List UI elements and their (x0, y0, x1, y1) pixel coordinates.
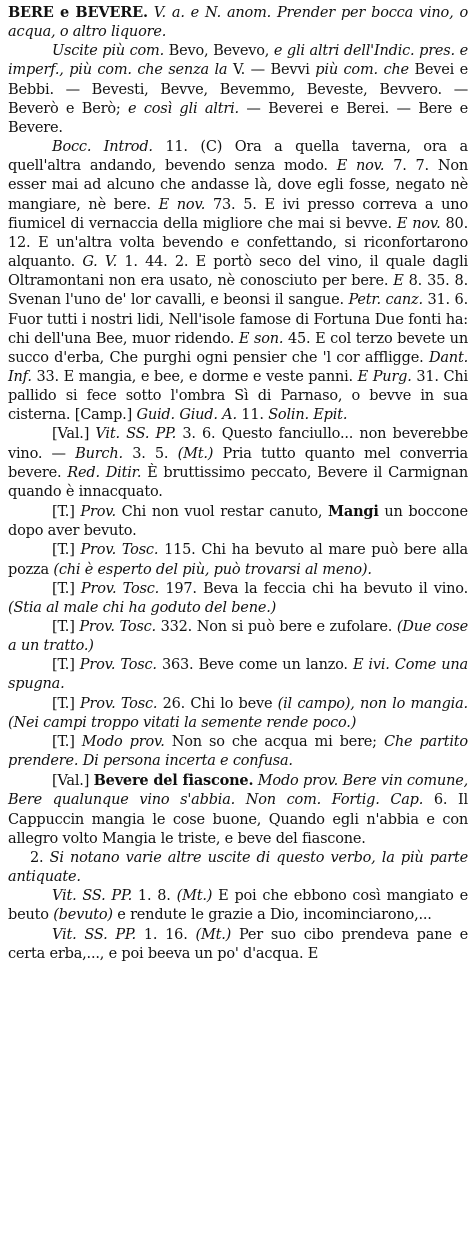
val-tag: [Val.] (52, 426, 90, 443)
proverb-6 (8, 695, 468, 733)
modo-tag: [T.] (52, 733, 75, 750)
forms-bevvi: Bevvi (270, 62, 310, 79)
citation-text: Pria tutto quanto mel converria bevere. (8, 445, 468, 481)
proverb-text: 26. Chi lo beve (162, 695, 273, 712)
vit-paragraph-2 (8, 926, 468, 964)
proverb-text: 197. Beva la feccia chi ha bevuto il vino. (165, 580, 468, 597)
citation-text: 6. Il Cappuccin mangia le cose buone, Quando egli n'abbia e con allegro volto Mangia le triste, e beve del fiascone. (8, 792, 468, 847)
citation-text: 3. 5. (132, 445, 169, 462)
proverb-gloss: E ivi. Come una spugna. (8, 657, 468, 693)
citation-source: Burch. (75, 445, 123, 462)
proverb-tag: [T.] (52, 580, 75, 597)
proverb-source: Prov. Tosc. (80, 542, 159, 559)
grammar-label: V. a. e N. anom. (153, 5, 272, 21)
citation-source: E nov. (158, 196, 206, 213)
modo-text: Non so che acqua mi bere; (171, 733, 377, 750)
citation-paren: (bevuto) (53, 907, 113, 924)
citation-source: E (393, 273, 404, 290)
proverb-gloss: (il campo), non lo mangia. (Nei campi troppo vitati la semente rende poco.) (8, 695, 468, 731)
citation-text: 3. 6. Questo fanciullo... non beverebbe vino. — (8, 426, 468, 462)
proverb-tag: [T.] (52, 657, 75, 674)
citation-source: Vit. SS. PP. (52, 926, 136, 943)
proverb-gloss: (Stia al male chi ha goduto del bene.) (8, 599, 277, 616)
citation-text: 8. 35. 8. Svenan l'uno de' lor cavalli, e beonsi il sangue. (8, 273, 468, 309)
proverb-source: Prov. Tosc. (79, 619, 156, 635)
proverb-source: Prov. Tosc. (80, 580, 160, 597)
fiascone-gloss: Modo prov. Bere vin comune, Bere qualunque vino s'abbia. Non com. (8, 773, 468, 809)
proverb-tag: [T.] (52, 542, 75, 559)
citation-source: G. V. (82, 254, 118, 271)
proverb-gloss: (chi è esperto del più, può trovarsi al meno). (53, 561, 372, 578)
proverb-1 (8, 502, 468, 541)
citation-source: Guid. Giud. A. (136, 407, 237, 424)
sense-number: 2. (30, 849, 44, 866)
citation-source: Vit. SS. PP. (95, 426, 177, 443)
modo-label: Modo prov. (81, 733, 165, 750)
modo-paragraph (8, 733, 468, 771)
citation-text: 1. 44. 2. E portò seco del vino, il quale dagli Oltramontani non era usato, nè conosciuto per bere. (8, 254, 468, 290)
citation-source: E nov. (396, 215, 441, 232)
modo-gloss: Che partito prendere. Di persona incerta e confusa. (8, 733, 468, 770)
proverb-text: 115. Chi ha bevuto al mare può bere alla pozza (8, 542, 468, 578)
proverb-bold: Mangi (328, 503, 379, 521)
citation-source: Petr. canz. (348, 292, 423, 309)
citation-mt: (Mt.) (177, 445, 214, 462)
citation-source: E Purg. (357, 368, 412, 385)
citation-ref: 1. 8. (137, 888, 171, 905)
citation-source: Solin. Epit. (268, 407, 348, 424)
citation-text: 45. E col terzo bevete un succo d'erba, Che purghi ogni pensier che 'l cor affligge. (8, 330, 468, 366)
entry-header (8, 3, 468, 42)
citation-source: Bocc. Introd. (52, 139, 153, 156)
citations-paragraph (8, 138, 468, 425)
citation-text: È bruttissimo peccato, Bevere il Carmignan quando è innacquato. (8, 464, 468, 500)
citation-text: 11. (C) Ora a quella taverna, ora a quell'altra andando, bevendo senza modo. (8, 139, 468, 175)
proverb-2 (8, 541, 468, 579)
forms-bevvi2: Bevei e Bebbi. — Bevesti, Bevve, Bevemmo, Beveste, Bevvero. — Beverò e Berò; (8, 62, 469, 117)
forms-text: Bevo, Bevevo, (168, 43, 270, 60)
citation-mt: (Mt.) (176, 888, 213, 905)
citation-mt: (Mt.) (195, 926, 232, 943)
citation-text: 11. (241, 407, 264, 424)
proverb-4 (8, 618, 468, 656)
citation-text: E poi che ebbono così mangiato e beuto (8, 888, 468, 924)
forms-note: e gli altri dell'Indic. pres. e imperf., più com. che senza la (8, 43, 468, 79)
citation-ref: 1. 16. (143, 926, 188, 943)
proverb-text: 332. Non si può bere e zufolare. (160, 619, 393, 635)
headword: BERE e BEVERE. (8, 4, 148, 21)
proverb-tag: [T.] (52, 695, 75, 712)
citation-source: E nov. (336, 158, 385, 175)
fiascone-tag: [Val.] (52, 773, 90, 790)
proverb-3 (8, 580, 468, 618)
fiascone-paragraph (8, 771, 468, 849)
proverb-tag: [T.] (52, 619, 75, 635)
fiascone-headword: Bevere del fiascone. (93, 772, 254, 790)
citation-text: 31. 6. Fuor tutti i nostri lidi, Nell'isole famose di Fortuna Due fonti ha: chi dell'una Bee, muor ridendo. (8, 292, 468, 347)
citation-source: Red. Ditir. (67, 464, 142, 481)
citation-source: Fortig. Cap. (331, 792, 424, 809)
citation-source: Vit. SS. PP. (52, 888, 132, 905)
proverb-text: 363. Beve come un lanzo. (161, 657, 348, 674)
proverb-text: Chi non vuol restar canuto, (121, 504, 323, 521)
forms-piu: più com. che (315, 62, 409, 79)
forms-v: V. — (232, 62, 265, 79)
proverb-source: Prov. Tosc. (80, 695, 158, 712)
proverb-source: Prov. Tosc. (79, 657, 157, 674)
definition: Prender per bocca vino, o acqua, o altro liquore. (8, 5, 468, 41)
citation-text: 7. 7. Non esser mai ad alcuno che andasse là, dove egli fosse, negato nè mangiare, nè bere. (8, 158, 468, 213)
proverb-5 (8, 656, 468, 694)
citation-text: e rendute le grazie a Dio, incominciarono,... (117, 907, 432, 924)
citation-text: 33. E mangia, e bee, e dorme e veste panni. (36, 368, 353, 385)
proverb-gloss: (Due cose a un tratto.) (8, 619, 468, 655)
proverb-source: Prov. (80, 504, 116, 521)
sense-2 (8, 849, 468, 887)
citation-text: 73. 5. E ivi presso correva a uno fiumicel di vernaccia della migliore che mai si bevve. (8, 196, 468, 232)
vit-paragraph-1 (8, 887, 468, 925)
proverb-tag: [T.] (52, 504, 75, 521)
citation-source: E son. (238, 330, 284, 347)
forms-lead: Uscite più com. (52, 43, 164, 60)
citation-text: 31. Chi pallido si fece sotto l'ombra Sì di Parnaso, o bevve in sua cisterna. [Camp.] (8, 368, 468, 424)
forms-tail: — Beverei e Berei. — Bere e Bevere. (8, 100, 468, 136)
citation-text: 80. 12. E un'altra volta bevendo e confettando, si riconfortarono alquanto. (8, 215, 468, 271)
forms-cosi: e così gli altri. (128, 100, 239, 117)
citation-source: Dant. Inf. (8, 349, 468, 385)
forms-paragraph (8, 42, 468, 138)
citation-text: Per suo cibo prendeva pane e certa erba,..., e poi beeva un po' d'acqua. E (8, 926, 468, 962)
proverb-rest: un boccone dopo aver bevuto. (8, 504, 468, 540)
val-paragraph (8, 425, 468, 502)
sense-text: Si notano varie altre uscite di questo verbo, la più parte antiquate. (8, 849, 468, 886)
